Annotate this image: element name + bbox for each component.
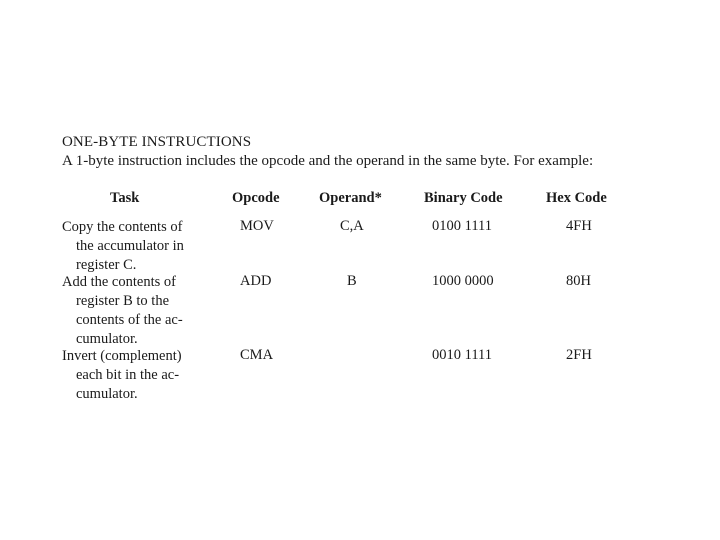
col-binary-header: Binary Code <box>424 190 503 206</box>
col-task-header: Task <box>110 190 140 206</box>
task-line: cumulator. <box>76 386 138 402</box>
col-opcode-header: Opcode <box>232 190 280 206</box>
task-line: each bit in the ac- <box>76 367 180 383</box>
task-line: cumulator. <box>76 331 138 347</box>
section-heading: ONE-BYTE INSTRUCTIONS <box>62 134 252 150</box>
binary-cell: 0010 1111 <box>432 347 493 363</box>
col-hex-header: Hex Code <box>546 190 607 206</box>
operand-cell: B <box>347 273 357 289</box>
task-line: Add the contents of <box>62 274 176 290</box>
task-line: register B to the <box>76 293 170 309</box>
hex-cell: 2FH <box>566 347 592 363</box>
hex-cell: 4FH <box>566 218 592 234</box>
task-line: Invert (complement) <box>62 348 182 364</box>
opcode-cell: CMA <box>240 347 274 363</box>
task-line: register C. <box>76 257 137 273</box>
opcode-cell: ADD <box>240 273 272 289</box>
binary-cell: 1000 0000 <box>432 273 494 289</box>
intro-text: A 1-byte instruction includes the opcode and the operand in the same byte. For example: <box>62 153 594 169</box>
task-line: the accumulator in <box>76 238 184 254</box>
task-cell <box>62 218 184 275</box>
task-cell <box>62 273 183 349</box>
opcode-cell: MOV <box>240 218 274 234</box>
hex-cell: 80H <box>566 273 591 289</box>
task-cell <box>62 347 182 404</box>
col-operand-header: Operand* <box>319 190 382 206</box>
task-line: Copy the contents of <box>62 219 183 235</box>
task-line: contents of the ac- <box>76 312 183 328</box>
binary-cell: 0100 1111 <box>432 218 493 234</box>
operand-cell: C,A <box>340 218 364 234</box>
